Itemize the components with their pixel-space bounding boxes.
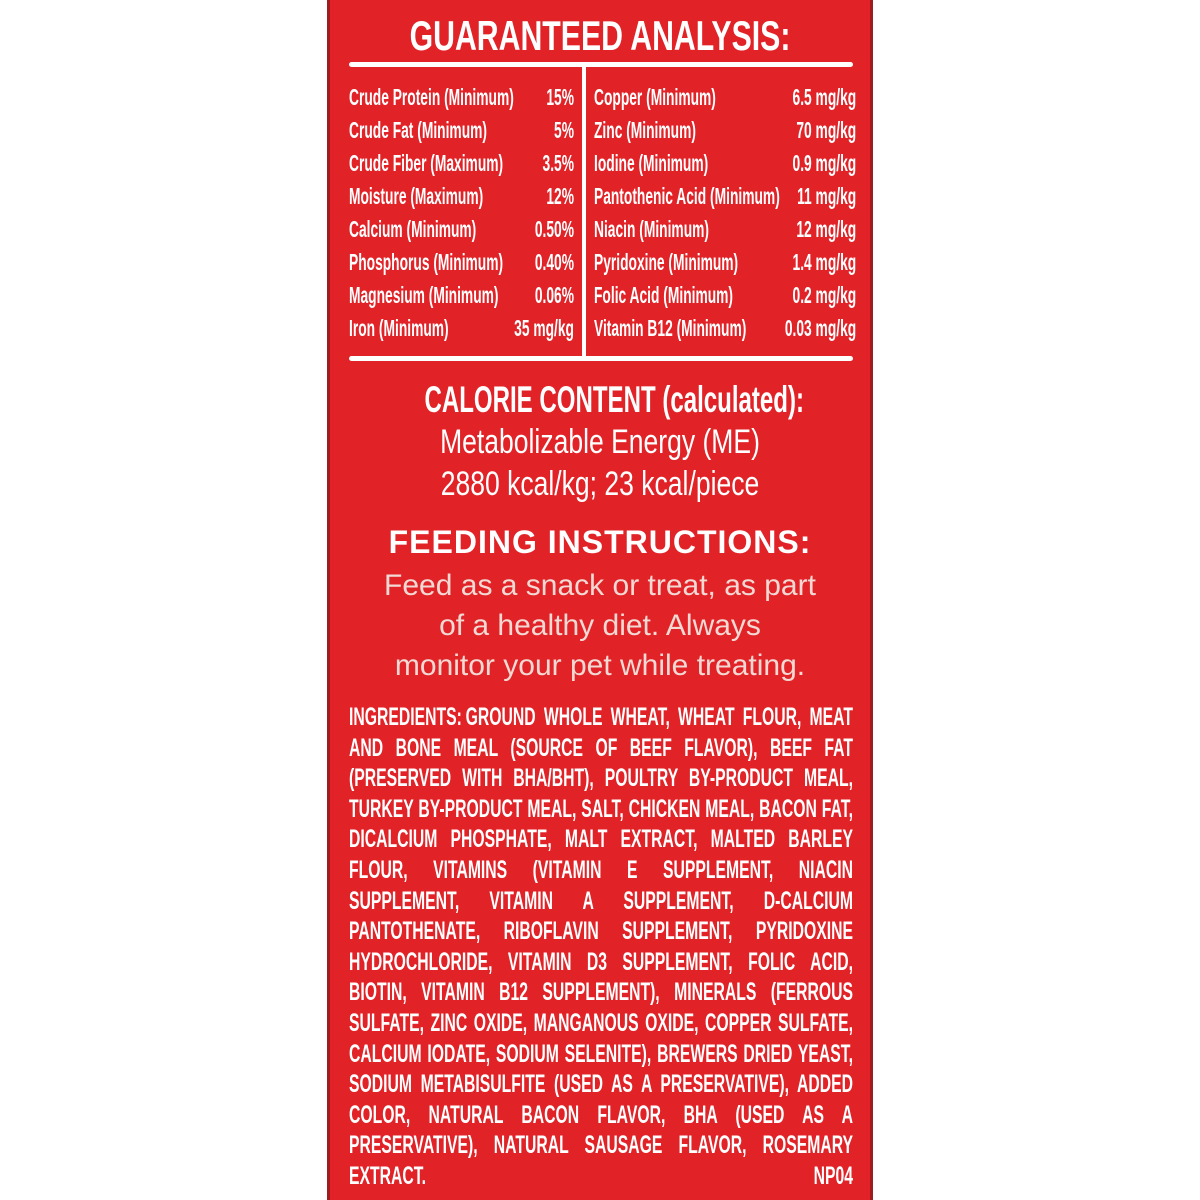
guaranteed-analysis-title: GUARANTEED ANALYSIS:	[409, 12, 791, 59]
feeding-instructions-title: FEEDING INSTRUCTIONS:	[388, 524, 812, 560]
nutrient-name: Crude Protein (Minimum)	[349, 84, 514, 110]
analysis-row	[594, 81, 856, 114]
analysis-row	[594, 213, 856, 246]
ingredients-label: INGREDIENTS:	[349, 703, 462, 731]
nutrient-value: 0.2 mg/kg	[792, 282, 857, 308]
analysis-row	[594, 114, 856, 147]
nutrient-value: 12%	[546, 183, 574, 209]
nutrient-value: 35 mg/kg	[514, 315, 574, 341]
analysis-row	[594, 312, 856, 345]
ingredients-paragraph	[349, 702, 853, 1192]
analysis-row	[594, 279, 856, 312]
analysis-row	[349, 81, 574, 114]
nutrient-value: 0.50%	[534, 216, 574, 242]
nutrient-value: 15%	[546, 84, 574, 110]
analysis-column-left	[349, 81, 574, 345]
nutrient-value: 12 mg/kg	[796, 216, 857, 242]
analysis-row	[349, 180, 574, 213]
analysis-row	[349, 147, 574, 180]
product-code: NP04	[813, 1161, 853, 1190]
nutrient-value: 70 mg/kg	[796, 117, 857, 143]
nutrient-value: 0.06%	[534, 282, 574, 308]
label-panel	[327, 0, 873, 1200]
nutrient-name: Folic Acid (Minimum)	[594, 282, 734, 308]
nutrient-name: Moisture (Maximum)	[349, 183, 484, 209]
nutrient-value: 0.03 mg/kg	[784, 315, 857, 341]
nutrient-value: 5%	[554, 117, 574, 143]
feeding-instructions-text	[330, 566, 870, 686]
calorie-content-title: CALORIE CONTENT (calculated):	[424, 379, 804, 420]
nutrient-name: Copper (Minimum)	[594, 84, 716, 110]
nutrient-name: Pantothenic Acid (Minimum)	[594, 183, 780, 209]
calorie-value-line: 2880 kcal/kg; 23 kcal/piece	[440, 465, 760, 503]
nutrient-value: 3.5%	[542, 150, 574, 176]
analysis-row	[349, 246, 574, 279]
calorie-me-line: Metabolizable Energy (ME)	[440, 423, 760, 461]
nutrient-name: Calcium (Minimum)	[349, 216, 477, 242]
nutrient-value: 0.40%	[534, 249, 574, 275]
nutrient-name: Phosphorus (Minimum)	[349, 249, 504, 275]
analysis-row	[594, 147, 856, 180]
nutrient-name: Iodine (Minimum)	[594, 150, 709, 176]
analysis-row	[349, 312, 574, 345]
analysis-rule-top	[349, 62, 853, 67]
nutrient-name: Pyridoxine (Minimum)	[594, 249, 739, 275]
nutrient-name: Zinc (Minimum)	[594, 117, 696, 143]
analysis-row	[349, 279, 574, 312]
ingredients-text: GROUND WHOLE WHEAT, WHEAT FLOUR, MEAT AND BONE MEAL (SOURCE OF BEEF FLAVOR), BEEF FAT (PRESERVED WITH BHA/BHT), POULTRY BY-PRODUCT MEAL, TURKEY BY-PRODUCT MEAL, SALT, CHICKEN MEAL, BACON FAT, DICALCIUM PHOSPHATE, MALT EXTRACT, MALTED BARLEY FLOUR, VITAMINS (VITAMIN E SUPPLEMENT, NIACIN SUPPLEMENT, VITAMIN A SUPPLEMENT, D-CALCIUM PANTOTHENATE, RIBOFLAVIN SUPPLEMENT, PYRIDOXINE HYDROCHLORIDE, VITAMIN D3 SUPPLEMENT, FOLIC ACID, BIOTIN, VITAMIN B12 SUPPLEMENT), MINERALS (FERROUS SULFATE, ZINC OXIDE, MANGANOUS OXIDE, COPPER SULFATE, CALCIUM IODATE, SODIUM SELENITE), BREWERS DRIED YEAST, SODIUM METABISULFITE (USED AS A PRESERVATIVE), ADDED COLOR, NATURAL BACON FLAVOR, BHA (USED AS A PRESERVATIVE), NATURAL SAUSAGE FLAVOR, ROSEMARY EXTRACT.	[349, 703, 853, 1190]
feeding-text-line: of a healthy diet. Always	[439, 609, 761, 642]
analysis-row	[594, 180, 856, 213]
nutrient-value: 11 mg/kg	[797, 183, 857, 209]
nutrient-value: 6.5 mg/kg	[792, 84, 857, 110]
nutrient-name: Niacin (Minimum)	[594, 216, 710, 242]
analysis-column-divider	[582, 66, 586, 357]
nutrient-name: Crude Fiber (Maximum)	[349, 150, 504, 176]
analysis-row	[349, 213, 574, 246]
nutrient-name: Magnesium (Minimum)	[349, 282, 499, 308]
analysis-column-right	[594, 81, 856, 345]
feeding-text-line: monitor your pet while treating.	[394, 649, 806, 682]
nutrient-name: Iron (Minimum)	[349, 315, 449, 341]
analysis-rule-bottom	[349, 356, 853, 361]
analysis-row	[349, 114, 574, 147]
nutrient-name: Crude Fat (Minimum)	[349, 117, 487, 143]
nutrient-name: Vitamin B12 (Minimum)	[594, 315, 747, 341]
nutrient-value: 0.9 mg/kg	[792, 150, 857, 176]
feeding-text-line: Feed as a snack or treat, as part	[384, 569, 816, 602]
analysis-row	[594, 246, 856, 279]
nutrient-value: 1.4 mg/kg	[792, 249, 857, 275]
